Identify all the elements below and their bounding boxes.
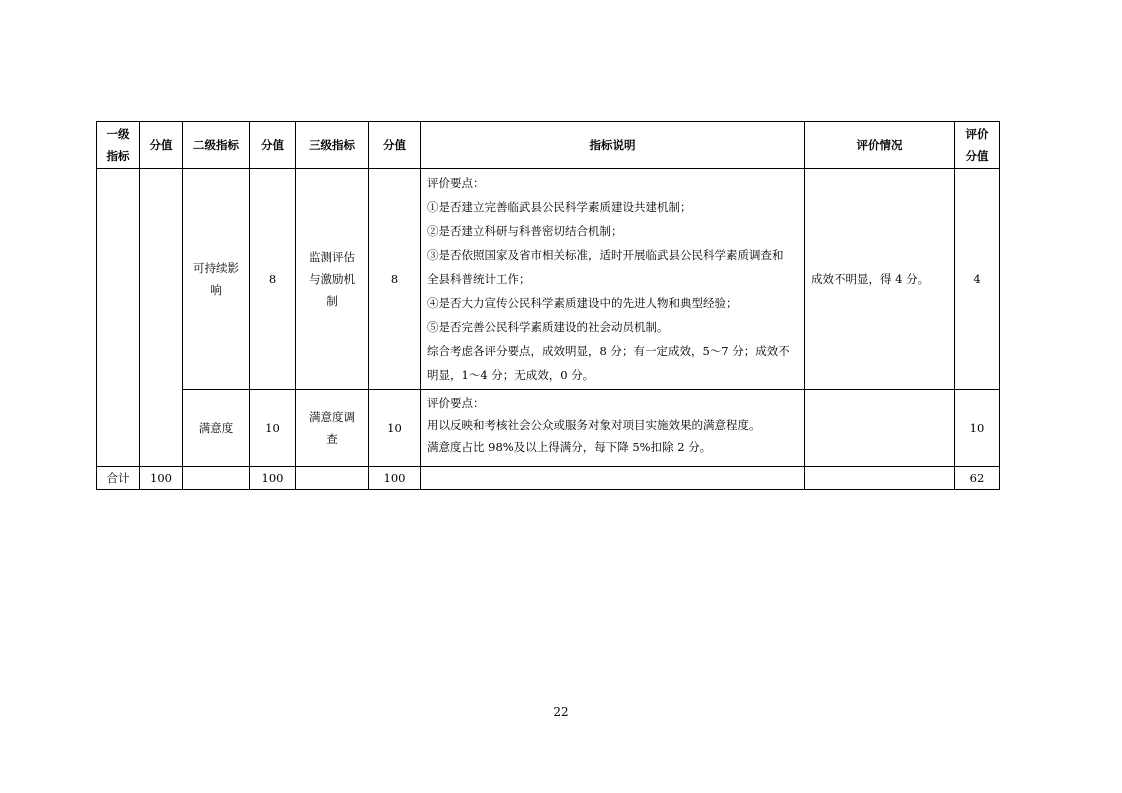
header-description: 指标说明: [421, 122, 805, 169]
total-level2-empty: [183, 467, 250, 490]
header-row: [97, 122, 1000, 169]
header-level2: 二级指标: [183, 122, 250, 169]
total-label: 合计: [97, 467, 140, 490]
description-cell: [421, 390, 805, 467]
evaluation-cell: [805, 390, 955, 467]
description-line: 评价要点：: [427, 396, 485, 410]
score3-cell: 10: [369, 390, 421, 467]
score3-cell: 8: [369, 169, 421, 390]
total-score1: 100: [140, 467, 183, 490]
total-row: [97, 467, 1000, 490]
evaluation-table: [96, 121, 1000, 490]
header-evaluation: 评价情况: [805, 122, 955, 169]
score2-cell: 10: [250, 390, 296, 467]
level1-cell: [97, 169, 140, 467]
header-score3: 分值: [369, 122, 421, 169]
total-evaluation-empty: [805, 467, 955, 490]
total-score3: 100: [369, 467, 421, 490]
description-line: 满意度占比 98%及以上得满分，每下降 5%扣除 2 分。: [427, 440, 712, 454]
total-rating: 62: [955, 467, 1000, 490]
header-level3: 三级指标: [296, 122, 369, 169]
evaluation-cell: 成效不明显，得 4 分。: [805, 169, 955, 390]
description-line: ④是否大力宣传公民科学素质建设中的先进人物和典型经验；: [427, 296, 738, 310]
header-score2: 分值: [250, 122, 296, 169]
header-rating: 评价 分值: [955, 122, 1000, 169]
table-row-satisfaction: [97, 390, 1000, 467]
description-line: 明显，1～4 分；无成效，0 分。: [427, 368, 595, 382]
rating-cell: 4: [955, 169, 1000, 390]
level2-cell: 可持续影 响: [183, 169, 250, 390]
description-line: 综合考虑各评分要点，成效明显，8 分；有一定成效，5～7 分；成效不: [427, 344, 790, 358]
table-row-sustainable: [97, 169, 1000, 390]
rating-cell: 10: [955, 390, 1000, 467]
level3-cell: 满意度调 查: [296, 390, 369, 467]
page-number: 22: [553, 705, 569, 719]
total-description-empty: [421, 467, 805, 490]
description-line: ①是否建立完善临武县公民科学素质建设共建机制；: [427, 200, 692, 214]
description-line: ②是否建立科研与科普密切结合机制；: [427, 224, 623, 238]
description-line: 全县科普统计工作；: [427, 272, 531, 286]
description-line: 评价要点：: [427, 176, 485, 190]
header-level1: 一级 指标: [97, 122, 140, 169]
level2-cell: 满意度: [183, 390, 250, 467]
description-line: ③是否依照国家及省市相关标准，适时开展临武县公民科学素质调查和: [427, 248, 784, 262]
description-line: ⑤是否完善公民科学素质建设的社会动员机制。: [427, 320, 669, 334]
level3-cell: 监测评估 与激励机 制: [296, 169, 369, 390]
score2-cell: 8: [250, 169, 296, 390]
description-cell: [421, 169, 805, 390]
total-level3-empty: [296, 467, 369, 490]
total-score2: 100: [250, 467, 296, 490]
header-score1: 分值: [140, 122, 183, 169]
score1-cell: [140, 169, 183, 467]
description-line: 用以反映和考核社会公众或服务对象对项目实施效果的满意程度。: [427, 418, 761, 432]
